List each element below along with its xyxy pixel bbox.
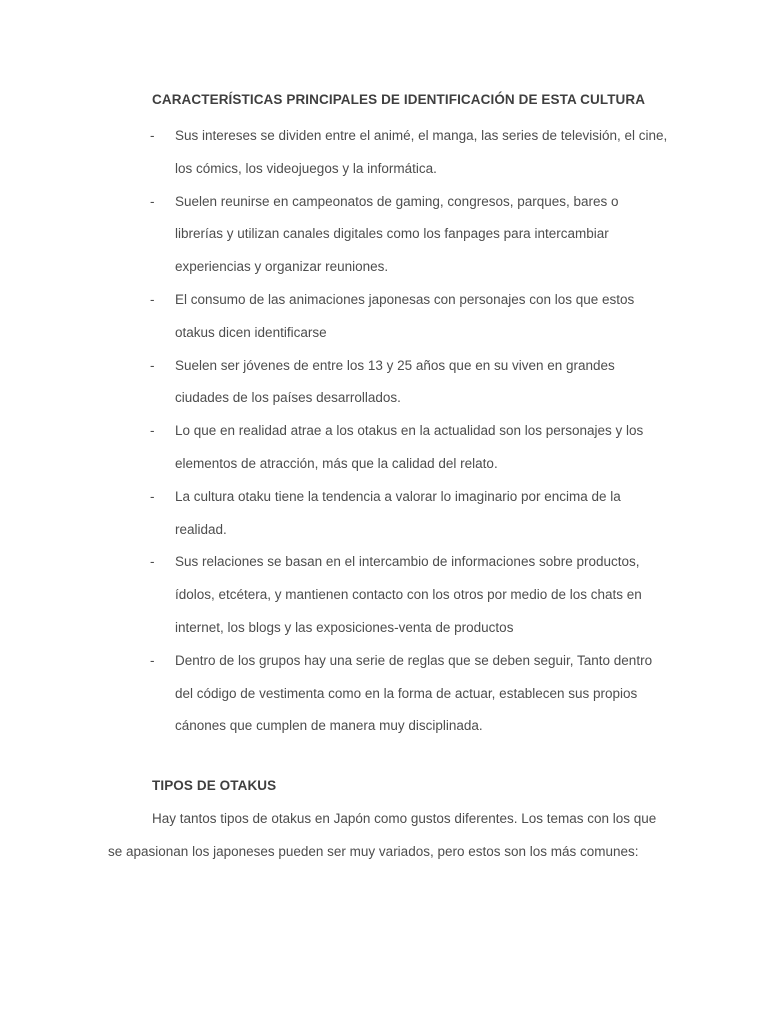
bullet-dash: - <box>150 193 155 209</box>
list-item <box>150 120 670 186</box>
list-item-text: Suelen ser jóvenes de entre los 13 y 25 años que en su viven en grandes ciudades de los países desarrollados. <box>175 357 615 406</box>
bullet-dash: - <box>150 128 155 143</box>
list-item-text: El consumo de las animaciones japonesas con personajes con los que estos otakus dicen identificarse <box>175 291 635 340</box>
bullet-dash: - <box>150 488 155 504</box>
section-heading-caracteristicas: CARACTERÍSTICAS PRINCIPALES DE IDENTIFICACIÓN DE ESTA CULTURA <box>152 92 646 107</box>
characteristics-list <box>150 120 670 743</box>
intro-paragraph: Hay tantos tipos de otakus en Japón como gustos diferentes. Los temas con los que se apasionan los japoneses pueden ser muy variados, pero estos son los más comunes: <box>108 811 657 859</box>
list-item <box>150 481 670 547</box>
list-item-text: Suelen reunirse en campeonatos de gaming, congresos, parques, bares o librerías y utilizan canales digitales como los fanpages para intercambiar experiencias y organizar reuniones. <box>175 193 619 275</box>
section-heading-tipos-de-otakus: TIPOS DE OTAKUS <box>152 778 277 793</box>
list-item <box>150 415 670 481</box>
list-item-text: Dentro de los grupos hay una serie de reglas que se deben seguir, Tanto dentro del código de vestimenta como en la forma de actuar, establecen sus propios cánones que cumplen de manera muy disciplinada. <box>175 652 653 734</box>
bullet-dash: - <box>150 554 155 570</box>
list-item-text: Lo que en realidad atrae a los otakus en la actualidad son los personajes y los elementos de atracción, más que la calidad del relato. <box>175 423 644 471</box>
list-item-text: La cultura otaku tiene la tendencia a valorar lo imaginario por encima de la realidad. <box>175 488 621 537</box>
bullet-dash: - <box>150 291 155 307</box>
list-item-text: Sus intereses se dividen entre el animé, el manga, las series de televisión, el cine, los cómics, los videojuegos y la informática. <box>175 128 668 176</box>
list-item-text: Sus relaciones se basan en el intercambio de informaciones sobre productos, ídolos, etcétera, y mantienen contacto con los otros por medio de los chats en internet, los blogs y las exposiciones-venta de productos <box>175 554 642 635</box>
list-item <box>150 645 670 743</box>
bullet-dash: - <box>150 652 155 668</box>
bullet-dash: - <box>150 423 155 439</box>
bullet-dash: - <box>150 357 155 373</box>
list-item <box>150 350 670 416</box>
list-item <box>150 284 670 350</box>
list-item <box>150 546 670 644</box>
list-item <box>150 186 670 284</box>
